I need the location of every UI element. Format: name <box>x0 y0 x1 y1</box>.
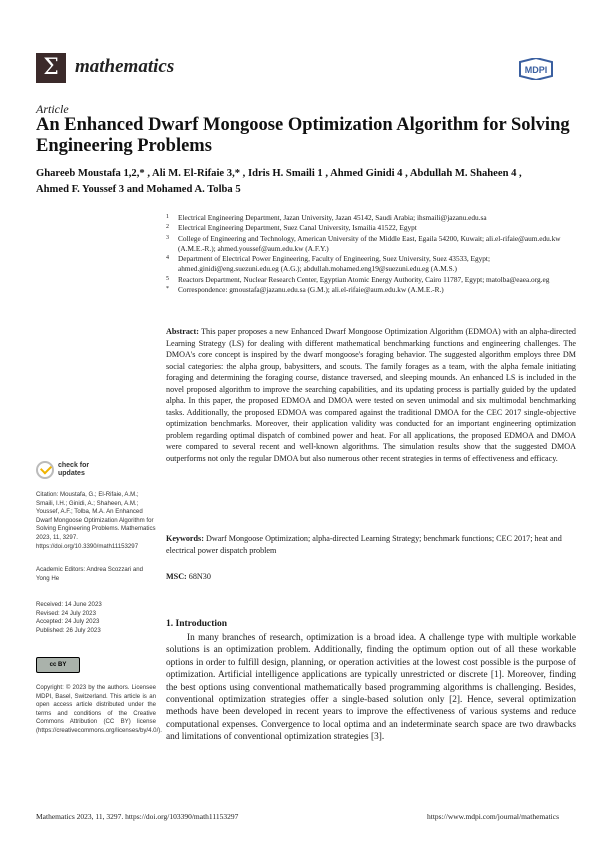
keywords-text: Dwarf Mongoose Optimization; alpha-directed Learning Strategy; benchmark functions; CEC 2017; heat and electrical power dispatch problem <box>166 534 562 555</box>
date-received: Received: 14 June 2023 <box>36 601 102 608</box>
msc-label: MSC: <box>166 572 187 581</box>
check-updates-line2: updates <box>58 470 85 477</box>
authors-line-2 <box>36 182 576 198</box>
msc-classification <box>166 572 576 581</box>
date-revised: Revised: 24 July 2023 <box>36 609 96 617</box>
affiliation-number: * <box>166 286 169 293</box>
affiliation-number: 2 <box>166 224 169 231</box>
keywords <box>166 533 576 556</box>
journal-logo: Σ <box>36 53 66 83</box>
authors-line-1 <box>36 166 576 182</box>
journal-name[interactable]: mathematics <box>75 56 175 77</box>
cc-by-license-badge[interactable] <box>36 657 80 673</box>
affiliation-number: 3 <box>166 234 169 241</box>
authors-line-2-text: Ahmed F. Youssef 3 and Mohamed A. Tolba 5 <box>36 184 241 195</box>
affiliation-text: Reactors Department, Nuclear Research Center, Egyptian Atomic Energy Authority, Cairo 11787, Egypt; matolba@eaea.org.eg <box>178 274 550 284</box>
footer-journal-url[interactable]: https://www.mdpi.com/journal/mathematics <box>427 812 559 821</box>
affiliations <box>166 213 576 295</box>
copyright-notice: Copyright: © 2023 by the authors. Licensee MDPI, Basel, Switzerland. This article is an open access article distributed under the terms and conditions of the Creative Commons Attribution (CC BY) license (https://creativecommons.org/licenses/by/4.0/). <box>36 684 162 734</box>
affiliation-text: College of Engineering and Technology, American University of the Middle East, Egaila 54200, Kuwait; ali.el-rifaie@aum.edu.kw (A.M.E.-R.); ahmed.youssef@aum.edu.kw (A.F.Y.) <box>178 233 561 253</box>
affiliation-item <box>166 285 576 295</box>
date-published: Published: 26 July 2023 <box>36 626 101 634</box>
affiliation-number: 4 <box>166 255 169 262</box>
date-accepted: Accepted: 24 July 2023 <box>36 618 100 626</box>
abstract-text: This paper proposes a new Enhanced Dwarf Mongoose Optimization Algorithm (EDMOA) with an alpha-directed Learning Strategy (LS) for dealing with different mathematical benchmarking functions and engineering challenges. The DMOA's core concept is inspired by the dwarf mongoose's foraging behavior. The suggested algorithm employs three DM social categories: the alpha group, babysitters, and scouts. The family forages as a team, with the alpha female initiating foraging and determining the foraging course, distance traversed, and sleeping mounds. An enhanced LS is included in the novel proposed algorithm to improve the searching capabilities, and its updating process is partially guided by the updated alpha. In this paper, the proposed EDMOA and DMOA were tested on seven unimodal and six multimodal benchmarking tasks. Additionally, the proposed EDMOA was compared against the traditional DMOA for the CEC 2017 single-objective optimization benchmarks. Moreover, their application validity was conducted for an important engineering optimization problem regarding optimal dispatch of combined power and heat. For all applications, the proposed EDMOA and DMOA were compared to several recent and well-known algorithms. The simulation results show that the suggested DMOA outperforms not only the regular DMOA but also numerous other recent strategies in terms of effectiveness and efficacy. <box>166 327 576 463</box>
affiliation-item <box>166 213 576 223</box>
publication-dates <box>36 601 156 635</box>
affiliation-item <box>166 223 576 233</box>
cc-by-text: cc BY <box>49 662 67 668</box>
check-updates-text <box>58 462 89 478</box>
article-type-label: Article <box>36 102 69 116</box>
section-heading-introduction: 1. Introduction <box>166 619 228 629</box>
check-for-updates-badge[interactable] <box>36 461 96 481</box>
abstract <box>166 326 576 464</box>
introduction-body <box>166 632 576 744</box>
affiliation-text: Electrical Engineering Department, Suez Canal University, Ismailia 41522, Egypt <box>178 223 417 233</box>
affiliation-number: 1 <box>166 214 169 220</box>
msc-code: 68N30 <box>188 572 211 581</box>
academic-editors: Academic Editors: Andrea Scozzari and Yong He <box>36 566 144 582</box>
authors-line-1-text: Ghareeb Moustafa 1,2,* , Ali M. El-Rifaie 3,* , Idris H. Smaili 1 , Ahmed Ginidi 4 , Abdullah M. Shaheen 4 , <box>36 168 522 179</box>
check-updates-icon <box>36 461 54 479</box>
affiliation-item <box>166 254 576 275</box>
keywords-label: Keywords: <box>166 534 204 543</box>
author-list <box>36 166 576 198</box>
mdpi-logo[interactable] <box>516 58 556 80</box>
abstract-label: Abstract: <box>166 327 199 336</box>
footer-citation[interactable]: Mathematics 2023, 11, 3297. https://doi.org/103390/math11153297 <box>36 812 239 821</box>
affiliation-number: 5 <box>166 275 169 282</box>
affiliation-text: Correspondence: gmoustafa@jazanu.edu.sa (G.M.); ali.el-rifaie@aum.edu.kw (A.M.E.-R.) <box>178 285 444 295</box>
citation-block: Citation: Moustafa, G.; El-Rifaie, A.M.; Smaili, I.H.; Ginidi, A.; Shaheen, A.M.; Youssef, A.F.; Tolba, M.A. An Enhanced Dwarf Mongoose Optimization Algorithm for Solving Engineering Problems. Mathematics 2023, 11, 3297. https://doi.org/10.3390/math11153297 <box>36 491 156 550</box>
affiliation-text: Electrical Engineering Department, Jazan University, Jazan 45142, Saudi Arabia; ihsmaili@jazanu.edu.sa <box>178 213 487 222</box>
mdpi-logo-text: MDPI <box>524 65 548 75</box>
check-updates-line1: check for <box>58 462 90 469</box>
affiliation-item <box>166 275 576 285</box>
introduction-paragraph: In many branches of research, optimization is a broad idea. A challenge type with multiple workable solutions is an optimization problem. Additionally, finding the optimum option out of all these workable options in order to fulfill design, planning, or operation activities at the lowest cost possible is the purpose of optimization. Artificial intelligence applications are typically unrestricted or discrete [1]. Moreover, finding the best options using conventional mathematically based programming algorithms is challenging. Besides, conventional optimization strategies offer a single-based solution only [2]. Hence, several optimization methods have been developed in recent years to improve the effectiveness of various systems and reduce computational expenses. Convergence to local optima and an indeterminate search space are two drawbacks and limitations of conventional optimization strategies [3]. <box>166 633 576 743</box>
affiliation-text: Department of Electrical Power Engineering, Faculty of Engineering, Suez University, Suez 43533, Egypt; ahmed.ginidi@eng.suezuni.edu.eg (A.G.); abdullah.mohamed.eng19@suezuni.edu.eg (A.M.S.) <box>178 254 490 274</box>
paper-title: An Enhanced Dwarf Mongoose Optimization Algorithm for Solving Engineering Problems <box>36 115 570 156</box>
affiliation-item <box>166 234 576 255</box>
